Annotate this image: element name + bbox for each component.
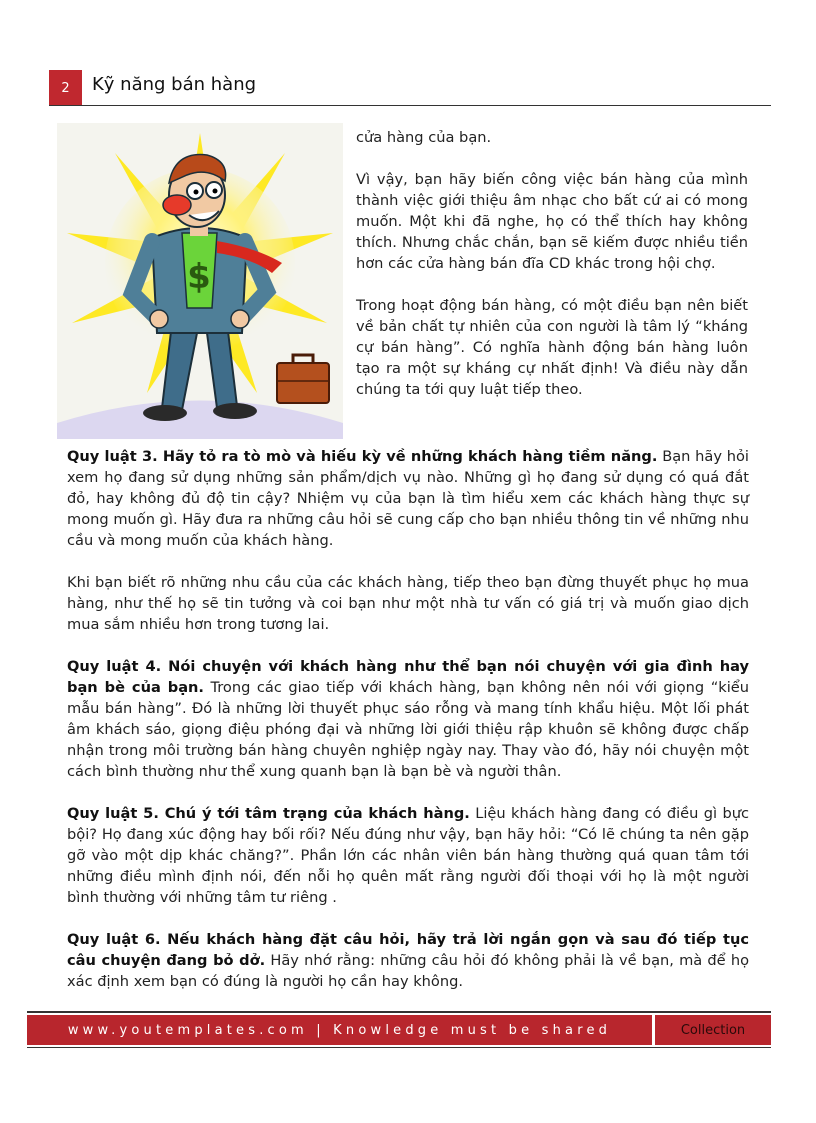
footer-collection-box bbox=[655, 1015, 771, 1045]
footer-tagline: www.youtemplates.com | Knowledge must be shared bbox=[67, 1022, 612, 1038]
footer-tagline-bar bbox=[27, 1015, 652, 1045]
rule-6-title: Quy luật 6. Nếu khách hàng đặt câu hỏi, hãy trả lời ngắn gọn và sau đó tiếp tục câu chuyện đang bỏ dở. bbox=[67, 931, 749, 969]
rule-3-title: Quy luật 3. Hãy tỏ ra tò mò và hiếu kỳ về những khách hàng tiềm năng. bbox=[67, 448, 658, 465]
footer-divider-bottom bbox=[27, 1047, 771, 1048]
rule-4-text: Trong các giao tiếp với khách hàng, bạn không nên nói với giọng “kiểu mẫu bán hàng”. Đó là những lời thuyết phục sáo rỗng và mang tính khẩu hiệu. Một lối phát âm khách sáo, giọng điệu phóng đại và những lời giới thiệu rập khuôn sẽ không được chấp nhận trong môi trường bán hàng chuyên nghiệp ngày nay. Thay vào đó, hãy nói chuyện một cách bình thường như thể xung quanh bạn là bạn bè và người thân. bbox=[67, 679, 749, 780]
intro-column bbox=[356, 127, 748, 421]
rule-5-paragraph bbox=[67, 803, 749, 908]
rule-3-text: Bạn hãy hỏi xem họ đang sử dụng những sản phẩm/dịch vụ nào. Những gì họ đang sử dụng có quá đắt đỏ, hay không đủ độ tin cậy? Nhiệm vụ của bạn là tìm hiểu xem các khách hàng thực sự mong muốn gì. Hãy đưa ra những câu hỏi sẽ cung cấp cho bạn nhiều thông tin về những nhu cầu và mong muốn của khách hàng. bbox=[67, 448, 749, 549]
rule-3-paragraph bbox=[67, 446, 749, 551]
rule-6-paragraph bbox=[67, 929, 749, 992]
salesman-illustration bbox=[57, 123, 343, 439]
body-content bbox=[67, 446, 749, 1013]
after-rule-3-paragraph: Khi bạn biết rõ những nhu cầu của các khách hàng, tiếp theo bạn đừng thuyết phục họ mua hàng, như thế họ sẽ tin tưởng và coi bạn như một nhà tư vấn có giá trị và muốn giao dịch mua sắm nhiều hơn trong tương lai. bbox=[67, 574, 749, 633]
salesman-drawing bbox=[57, 123, 343, 439]
rule-4-title: Quy luật 4. Nói chuyện với khách hàng như thể bạn nói chuyện với gia đình hay bạn bè của bạn. bbox=[67, 658, 749, 696]
rule-5-title: Quy luật 5. Chú ý tới tâm trạng của khách hàng. bbox=[67, 805, 470, 822]
dollar-sign: $ bbox=[187, 257, 211, 297]
briefcase-icon bbox=[277, 355, 329, 403]
rule-5-text: Liệu khách hàng đang có điều gì bực bội? Họ đang xúc động hay bối rối? Nếu đúng như vậy, bạn hãy hỏi: “Có lẽ chúng ta nên gặp gỡ vào một dịp khác chăng?”. Phần lớn các nhân viên bán hàng thường quá quan tâm tới những điều mình định nói, đến nỗi họ quên mất rằng người đối thoại với họ là một người bình thường với những tâm tư riêng . bbox=[67, 805, 749, 906]
ground bbox=[57, 401, 343, 440]
intro-paragraph-3: Trong hoạt động bán hàng, có một điều bạn nên biết về bản chất tự nhiên của con người là tâm lý “kháng cự bán hàng”. Có nghĩa hành động bán hàng luôn tạo ra một sự kháng cự nhất định! Và điều này dẫn chúng ta tới quy luật tiếp theo. bbox=[356, 297, 748, 398]
intro-paragraph-1: cửa hàng của bạn. bbox=[356, 129, 492, 146]
intro-paragraph-2: Vì vậy, bạn hãy biến công việc bán hàng của mình thành việc giới thiệu âm nhạc cho bất cứ ai có mong muốn. Một khi đã nghe, họ có thể thích hay không thích. Nhưng chắc chắn, bạn sẽ kiếm được nhiều tiền hơn các cửa hàng bán đĩa CD khác trong hội chợ. bbox=[356, 171, 748, 272]
page-number: 2 bbox=[61, 80, 70, 96]
rule-6-text: Hãy nhớ rằng: những câu hỏi đó không phải là về bạn, mà để họ xác định xem bạn có đúng là người họ cần hay không. bbox=[67, 952, 750, 990]
header-divider bbox=[49, 105, 771, 106]
footer-divider-top bbox=[27, 1011, 771, 1013]
rule-4-paragraph bbox=[67, 656, 749, 782]
page-number-badge bbox=[49, 70, 82, 106]
page-title: Kỹ năng bán hàng bbox=[92, 74, 257, 95]
footer-collection-label: Collection bbox=[680, 1022, 746, 1038]
